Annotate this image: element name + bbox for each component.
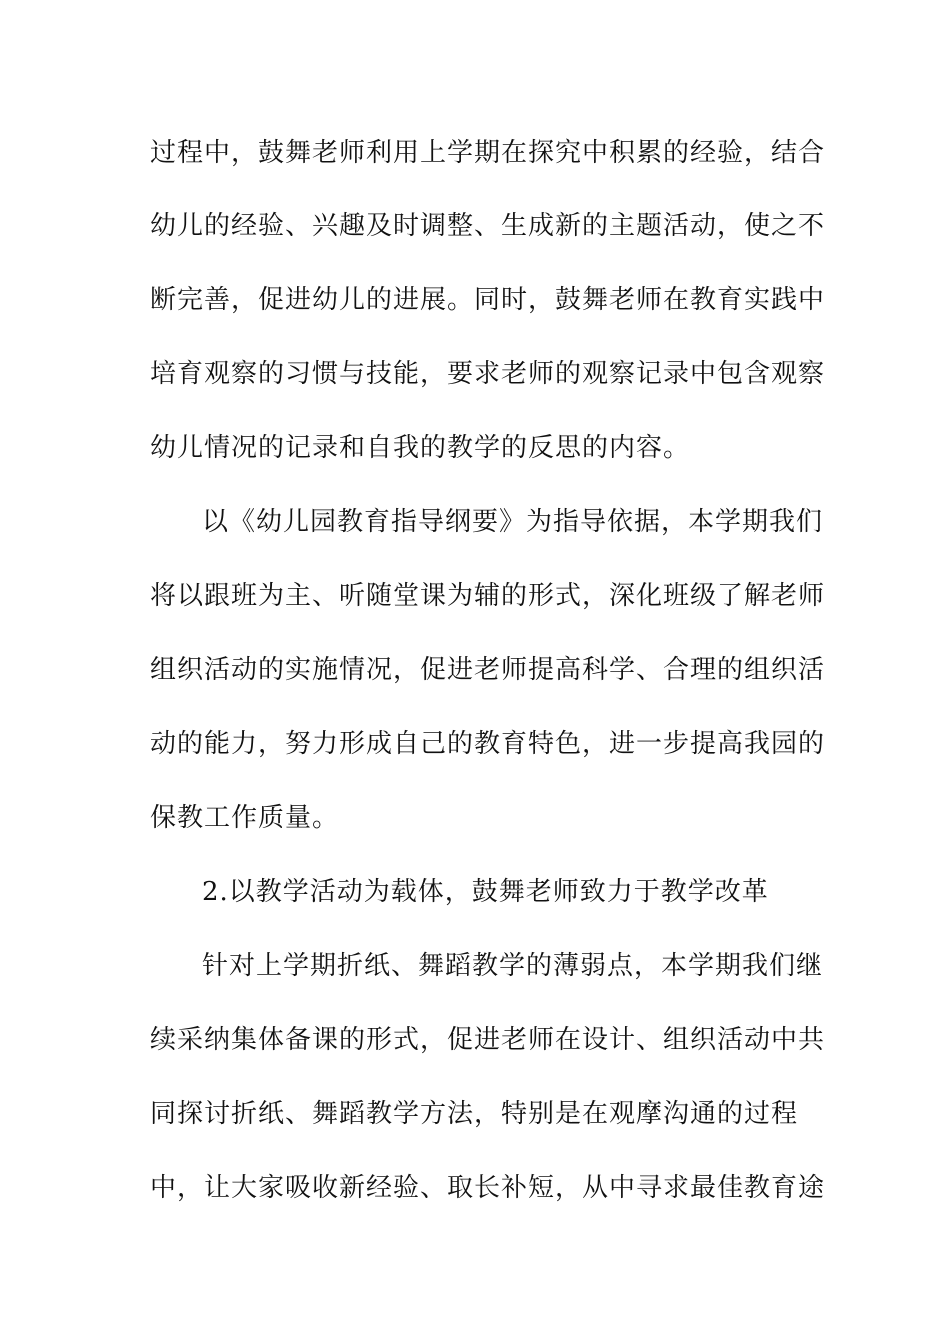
paragraph-line: 同探讨折纸、舞蹈教学方法，特别是在观摩沟通的过程 bbox=[150, 1099, 799, 1129]
paragraph-line: 组织活动的实施情况，促进老师提高科学、合理的组织活 bbox=[150, 655, 826, 685]
paragraph-line: 中，让大家吸收新经验、取长补短，从中寻求最佳教育途 bbox=[150, 1173, 826, 1203]
paragraph-line: 幼儿的经验、兴趣及时调整、生成新的主题活动，使之不 bbox=[150, 211, 826, 241]
paragraph-line: 续采纳集体备课的形式，促进老师在设计、组织活动中共 bbox=[150, 1025, 826, 1055]
paragraph-line: 断完善，促进幼儿的进展。同时，鼓舞老师在教育实践中 bbox=[150, 285, 826, 315]
paragraph-line: 动的能力，努力形成自己的教育特色，进一步提高我园的 bbox=[150, 729, 826, 759]
paragraph-line: 培育观察的习惯与技能，要求老师的观察记录中包含观察 bbox=[150, 359, 826, 389]
paragraph-line: 针对上学期折纸、舞蹈教学的薄弱点，本学期我们继 bbox=[202, 951, 824, 981]
paragraph-line: 幼儿情况的记录和自我的教学的反思的内容。 bbox=[150, 433, 691, 463]
paragraph-line: 保教工作质量。 bbox=[150, 803, 340, 833]
paragraph-line: 将以跟班为主、听随堂课为辅的形式，深化班级了解老师 bbox=[150, 581, 826, 611]
paragraph-line: 过程中，鼓舞老师利用上学期在探究中积累的经验，结合 bbox=[150, 138, 826, 168]
paragraph-line: 以《幼儿园教育指导纲要》为指导依据，本学期我们 bbox=[202, 507, 824, 537]
section-heading: 2.以教学活动为载体，鼓舞老师致力于教学改革 bbox=[202, 877, 769, 907]
